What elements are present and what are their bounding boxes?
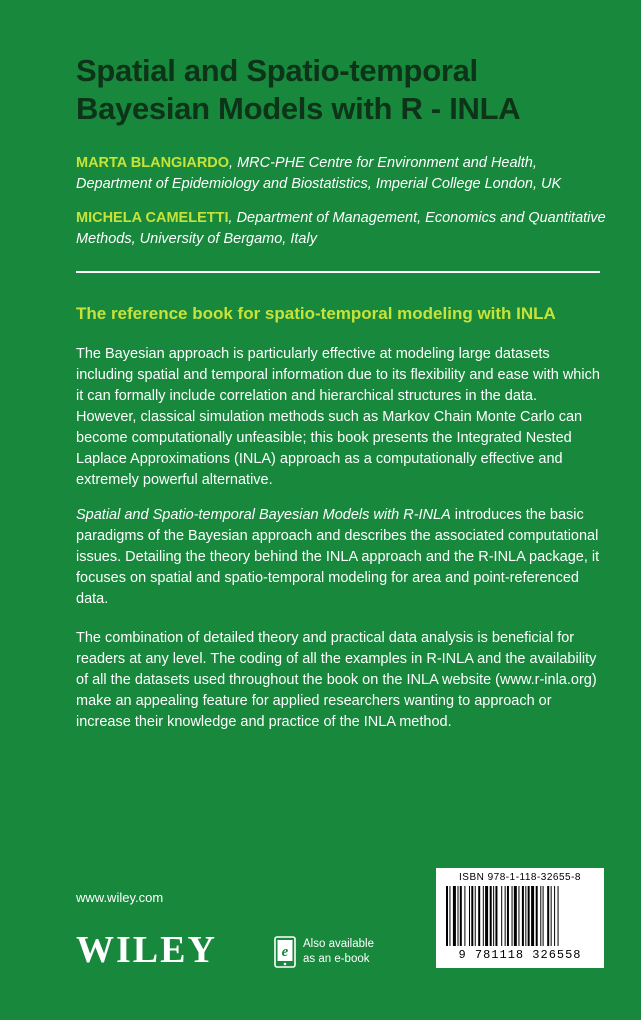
barcode-bar [483,886,484,946]
publisher-website[interactable]: www.wiley.com [76,890,164,905]
barcode-bar [493,886,494,946]
barcode-digits: 9 781118 326558 [458,948,582,962]
barcode-bars [446,886,594,946]
author-2-name: MICHELA CAMELETTI [76,210,229,226]
paragraph-2 [76,505,601,610]
author-1-affiliation: , MRC-PHE Centre for Environment and Health, Department of Epidemiology and Biostatistics, Imperial College London, UK [76,155,562,192]
ebook-availability [303,937,413,967]
barcode-bar [543,886,544,946]
tagline: The reference book for spatio-temporal modeling with INLA [76,304,556,323]
barcode-bar [547,886,549,946]
barcode-bar [449,886,450,946]
barcode-bar [536,886,538,946]
barcode-bar [514,886,517,946]
barcode-bar [528,886,530,946]
isbn-text: ISBN 978-1-118-32655-8 [459,872,581,883]
barcode-bar [507,886,509,946]
barcode-bar [469,886,470,946]
paragraph-3: The combination of detailed theory and practical data analysis is beneficial for readers at any level. The coding of all the examples in R-INLA and the availability of all the datasets used throughout the book on the INLA website (www.r-inla.org) make an appealing feature for applied researchers wanting to approach or increase their knowledge and practice of the INLA method. [76,630,597,730]
title-line-2: Bayesian Models with R - INLA [76,91,521,126]
barcode-bar [485,886,488,946]
barcode-bar [505,886,506,946]
author-2 [76,208,616,250]
barcode-bar [464,886,465,946]
barcode-bar [501,886,502,946]
barcode-bar [471,886,473,946]
paragraph-2-text: introduces the basic paradigms of the Bayesian approach and describes the associated computational issues. Detailing the theory behind the INLA approach and the R-INLA package, it focuses on spatial and spatio-temporal modeling for area and point-referenced data. [76,507,600,607]
wiley-logo: WILEY [76,929,217,971]
barcode-bar [525,886,526,946]
barcode-bar [478,886,480,946]
paragraph-1: The Bayesian approach is particularly effective at modeling large datasets including spatial and temporal information due to its flexibility and ease with which it can formally include correlation and hierarchical structures in the data. However, classical simulation methods such as Markov Chain Monte Carlo can become computationally unfeasible; this book presents the Integrated Nested Laplace Approximations (INLA) approach as a computationally effective and extremely powerful alternative. [76,346,600,488]
divider-rule [76,271,600,273]
barcode-label [436,868,604,968]
barcode-bar [518,886,519,946]
author-1 [76,153,616,195]
barcode-bar [495,886,497,946]
paragraph-2-book-title: Spatial and Spatio-temporal Bayesian Models with R-INLA [76,507,451,523]
barcode-bar [460,886,462,946]
ebook-line-2: as an e-book [303,953,370,965]
barcode-bar [475,886,476,946]
e-book-icon [274,936,296,968]
ebook-line-1: Also available [303,938,374,950]
author-2-affiliation: , Department of Management, Economics and Quantitative Methods, University of Bergamo, Italy [76,210,606,247]
svg-text:e: e [281,944,289,960]
barcode-bar [558,886,559,946]
barcode-bar [540,886,541,946]
barcode-bar [453,886,456,946]
barcode-bar [551,886,552,946]
barcode-bar [512,886,513,946]
barcode-bar [554,886,555,946]
barcode-bar [458,886,459,946]
barcode-bar [490,886,492,946]
barcode-bar [446,886,448,946]
title-line-1: Spatial and Spatio-temporal [76,53,478,88]
author-1-name: MARTA BLANGIARDO [76,155,230,171]
barcode-bar [531,886,534,946]
barcode-bar [522,886,524,946]
book-title [76,52,616,128]
